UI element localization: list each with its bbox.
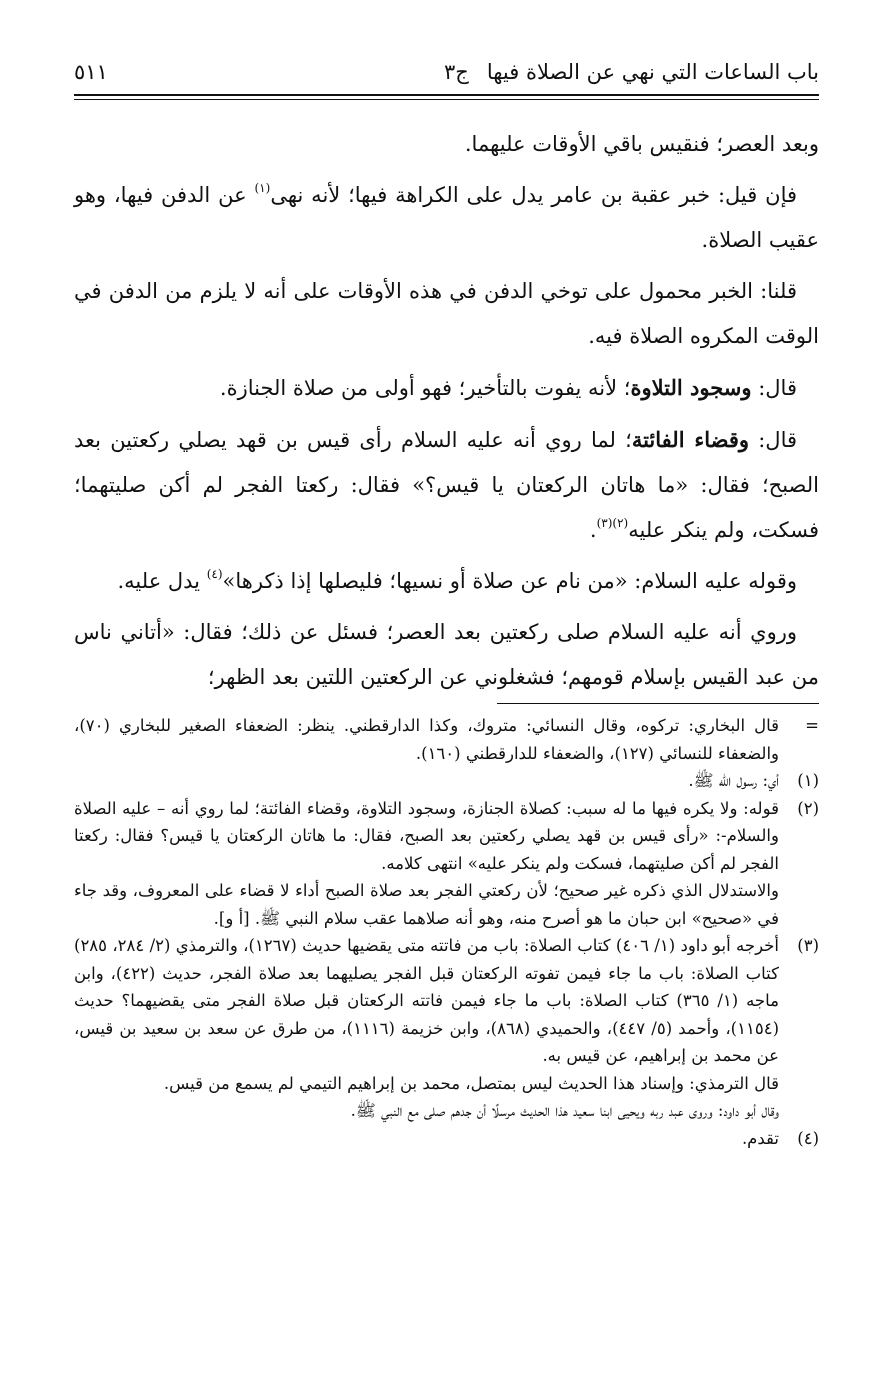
footnote-continuation — [74, 712, 819, 767]
footnote-ref-1: (١) — [254, 181, 271, 195]
footnote-2 — [74, 795, 819, 933]
footnote-3-number: (٣) — [797, 936, 819, 955]
paragraph-6-text-b: يدل عليه. — [117, 569, 207, 593]
footnote-continuation-text: قال البخاري: تركوه، وقال النسائي: متروك، وكذا الدارقطني. ينظر: الضعفاء الصغير للبخاري (٧٠)، والضعفاء للنسائي (١٢٧)، والضعفاء للدارقطني (١٦٠). — [74, 716, 779, 763]
footnote-4-number: (٤) — [797, 1128, 819, 1148]
header-chapter — [444, 60, 819, 84]
header-title: باب الساعات التي نهي عن الصلاة فيها — [486, 60, 819, 84]
header-rule-thin — [74, 99, 819, 100]
footnotes — [74, 712, 819, 1152]
footnote-3-body — [74, 932, 779, 1125]
footnote-ref-4: (٤) — [206, 567, 223, 581]
book-page — [74, 0, 819, 1379]
footnote-1-number: (١) — [797, 771, 819, 790]
footnote-2-text-2: والاستدلال الذي ذكره غير صحيح؛ لأن ركعتي الفجر بعد صلاة الصبح أداء لا قضاء على المعروف، وقد جاء في «صحيح» ابن حبان ما هو أصرح منه، وهو أنه صلاهما عقب سلام النبي ﷺ. [أ و]. — [74, 881, 779, 928]
paragraph-4-lead: قال: — [751, 376, 797, 400]
paragraph-5 — [74, 417, 819, 553]
page-number: ٥١١ — [74, 60, 108, 84]
paragraph-1: وبعد العصر؛ فنقيس باقي الأوقات عليهما. — [464, 132, 819, 156]
paragraph-4 — [74, 365, 819, 411]
paragraph-5-bold: وقضاء الفائتة — [631, 427, 750, 452]
footnote-ref-2-3: (٢)(٣) — [596, 516, 629, 530]
footnote-3-text-2: قال الترمذي: وإسناد هذا الحديث ليس بمتصل، محمد بن إبراهيم التيمي لم يسمع من قيس. — [163, 1073, 779, 1093]
footnote-2-number: (٢) — [797, 798, 819, 818]
footnote-3-text-3: وقال أبو داود: وروى عبد ربه ويحيى ابنا سعيد هذا الحديث مرسلًا أن جدهم صلى مع النبي ﷺ. — [350, 1101, 779, 1120]
footnote-4-text: تقدم. — [741, 1128, 779, 1148]
paragraph-3: قلنا: الخبر محمول على توخي الدفن في هذه الأوقات على أنه لا يلزم من الدفن في الوقت المكروه الصلاة فيه. — [74, 279, 819, 348]
footnote-3-text-1: أخرجه أبو داود (١/ ٤٠٦) كتاب الصلاة: باب من فاتته متى يقضيها حديث (١٢٦٧)، والترمذي (٢/ ٢٨٤، ٢٨٥) كتاب الصلاة: باب ما جاء فيمن تفوته الركعتان قبل الفجر يصليهما بعد صلاة الفجر، حديث (٤٢٢)، وابن ماجه (١/ ٣٦٥) كتاب الصلاة: باب ما جاء فيمن فاتته الركعتان قبل صلاة الفجر متى يقضيهما؟ حديث (١١٥٤)، وأحمد (٥/ ٤٤٧)، والحميدي (٨٦٨)، وابن خزيمة (١١١٦)، من طرق عن سعد بن سعيد بن قيس، عن محمد بن إبراهيم، عن قيس به. — [74, 936, 780, 1065]
paragraph-6 — [74, 559, 819, 604]
header-volume: ج٣ — [443, 60, 469, 84]
footnote-1-text: أي: رسول الله ﷺ. — [688, 771, 779, 790]
paragraph-4-bold: وسجود التلاوة — [630, 375, 752, 400]
paragraph-7: وروي أنه عليه السلام صلى ركعتين بعد العصر؛ فسئل عن ذلك؛ فقال: «أتاني ناس من عبد القيس بإسلام قومهم؛ فشغلوني عن الركعتين اللتين بعد الظهر؛ — [74, 620, 819, 689]
header-rule-thick — [74, 94, 819, 96]
footnote-3 — [74, 932, 819, 1125]
main-text — [74, 122, 819, 706]
footnote-2-body — [74, 795, 779, 933]
paragraph-2 — [74, 173, 819, 263]
footnote-2-text-1: قوله: ولا يكره فيها ما له سبب: كصلاة الجنازة، وسجود التلاوة، وقضاء الفائتة؛ لما روي أنه – عليه الصلاة والسلام-: «رأى قيس بن قهد يصلي ركعتين بعد الصبح، فقال: ما هاتان الركعتان يا قيس؟ فقال: ركعتا الفجر لم أكن صليتهما، فسكت ولم ينكر عليه» انتهى كلامه. — [74, 798, 779, 873]
paragraph-4-rest: ؛ لأنه يفوت بالتأخير؛ فهو أولى من صلاة الجنازة. — [219, 376, 631, 400]
footnote-continuation-marker: = — [805, 716, 819, 735]
paragraph-5-end: . — [589, 518, 597, 542]
paragraph-5-lead: قال: — [749, 428, 798, 452]
footnote-4 — [74, 1125, 819, 1153]
paragraph-2-text-b: عن الدفن فيها، وهو عقيب الصلاة. — [74, 183, 819, 252]
paragraph-6-text-a: وقوله عليه السلام: «من نام عن صلاة أو نسيها؛ فليصلها إذا ذكرها» — [222, 569, 797, 593]
footnote-separator — [497, 703, 819, 704]
footnote-1 — [74, 767, 819, 795]
running-header — [74, 54, 819, 90]
paragraph-5-rest: ؛ لما روي أنه عليه السلام رأى قيس بن قهد يصلي ركعتين بعد الصبح؛ فقال: «ما هاتان الركعتان يا قيس؟» فقال: ركعتا الفجر لم أكن صليتهما؛ فسكت، ولم ينكر عليه — [74, 428, 819, 542]
paragraph-2-text-a: فإن قيل: خبر عقبة بن عامر يدل على الكراهة فيها؛ لأنه نهى — [270, 183, 798, 207]
